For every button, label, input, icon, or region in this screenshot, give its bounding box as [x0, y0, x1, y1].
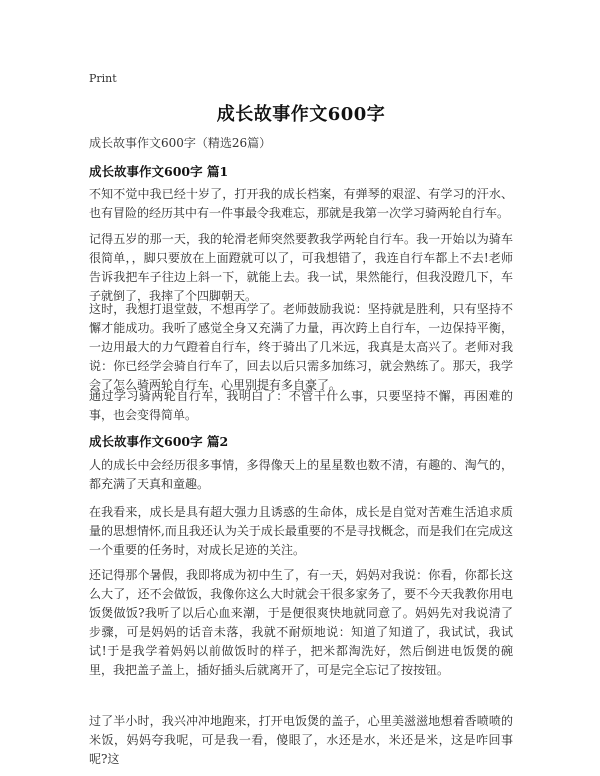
paragraph: 这时，我想打退堂鼓，不想再学了。老师鼓励我说：坚持就是胜利，只有坚持不懈才能成功。我听了感觉全身又充满了力量，再次跨上自行车，一边保持平衡，一边用最大的力气蹬着自行车，终于骑出了几米远，我真是太高兴了。老师对我说：你已经学会骑自行车了，回去以后只需多加练习，就会熟练了。那天，我学会了怎么骑两轮自行车，心里别提有多自豪了。	[89, 302, 513, 392]
paragraph: 在我看来，成长是具有超大强力且诱惑的生命体，成长是自觉对苦难生活追求质量的思想情怀,而且我还认为关于成长最重要的不是寻找概念，而是我们在完成这一个重要的任务时，对成长足迹的关注。	[89, 505, 513, 557]
section-heading: 成长故事作文600字 篇2	[89, 434, 229, 449]
paragraph: 人的成长中会经历很多事情，多得像天上的星星数也数不清，有趣的、淘气的，都充满了天真和童趣。	[89, 458, 513, 491]
page-subtitle: 成长故事作文600字（精选26篇）	[89, 136, 272, 150]
paragraph: 还记得那个暑假，我即将成为初中生了，有一天，妈妈对我说：你看，你都长这么大了，还不会做饭，我像你这么大时就会干很多家务了，要不今天我教你用电饭煲做饭?我听了以后心血来潮，于是便很爽快地就同意了。妈妈先对我说清了步骤，可是妈妈的话音未落，我就不耐烦地说：知道了知道了，我试试，我试试!于是我学着妈妈以前做饭时的样子，把米都淘洗好，然后倒进电饭煲的碗里，我把盖子盖上，插好插头后就离开了，可是完全忘记了按按钮。	[89, 568, 513, 677]
page-title: 成长故事作文600字	[216, 104, 386, 125]
print-label[interactable]: Print	[89, 72, 117, 85]
section-heading: 成长故事作文600字 篇1	[89, 164, 229, 179]
paragraph: 过了半小时，我兴冲冲地跑来，打开电饭煲的盖子，心里美滋滋地想着香喷喷的米饭，妈妈夸我呢，可是我一看，傻眼了，水还是水，米还是米，这是咋回事呢?这	[89, 714, 513, 766]
paragraph: 记得五岁的那一天，我的轮滑老师突然要教我学两轮自行车。我一开始以为骑车很简单，，脚只要放在上面蹬就可以了，可我想错了，我连自行车都上不去!老师告诉我把车子往边上斜一下，就能上去。我一试，果然能行，但我没蹬几下，车子就倒了，我摔了个四脚朝天。	[89, 232, 513, 303]
paragraph: 不知不觉中我已经十岁了，打开我的成长档案，有弹琴的艰涩、有学习的汗水、也有冒险的经历其中有一件事最令我难忘，那就是我第一次学习骑两轮自行车。	[89, 187, 513, 220]
paragraph: 通过学习骑两轮自行车，我明白了：不管干什么事，只要坚持不懈，再困难的事，也会变得简单。	[89, 389, 513, 422]
